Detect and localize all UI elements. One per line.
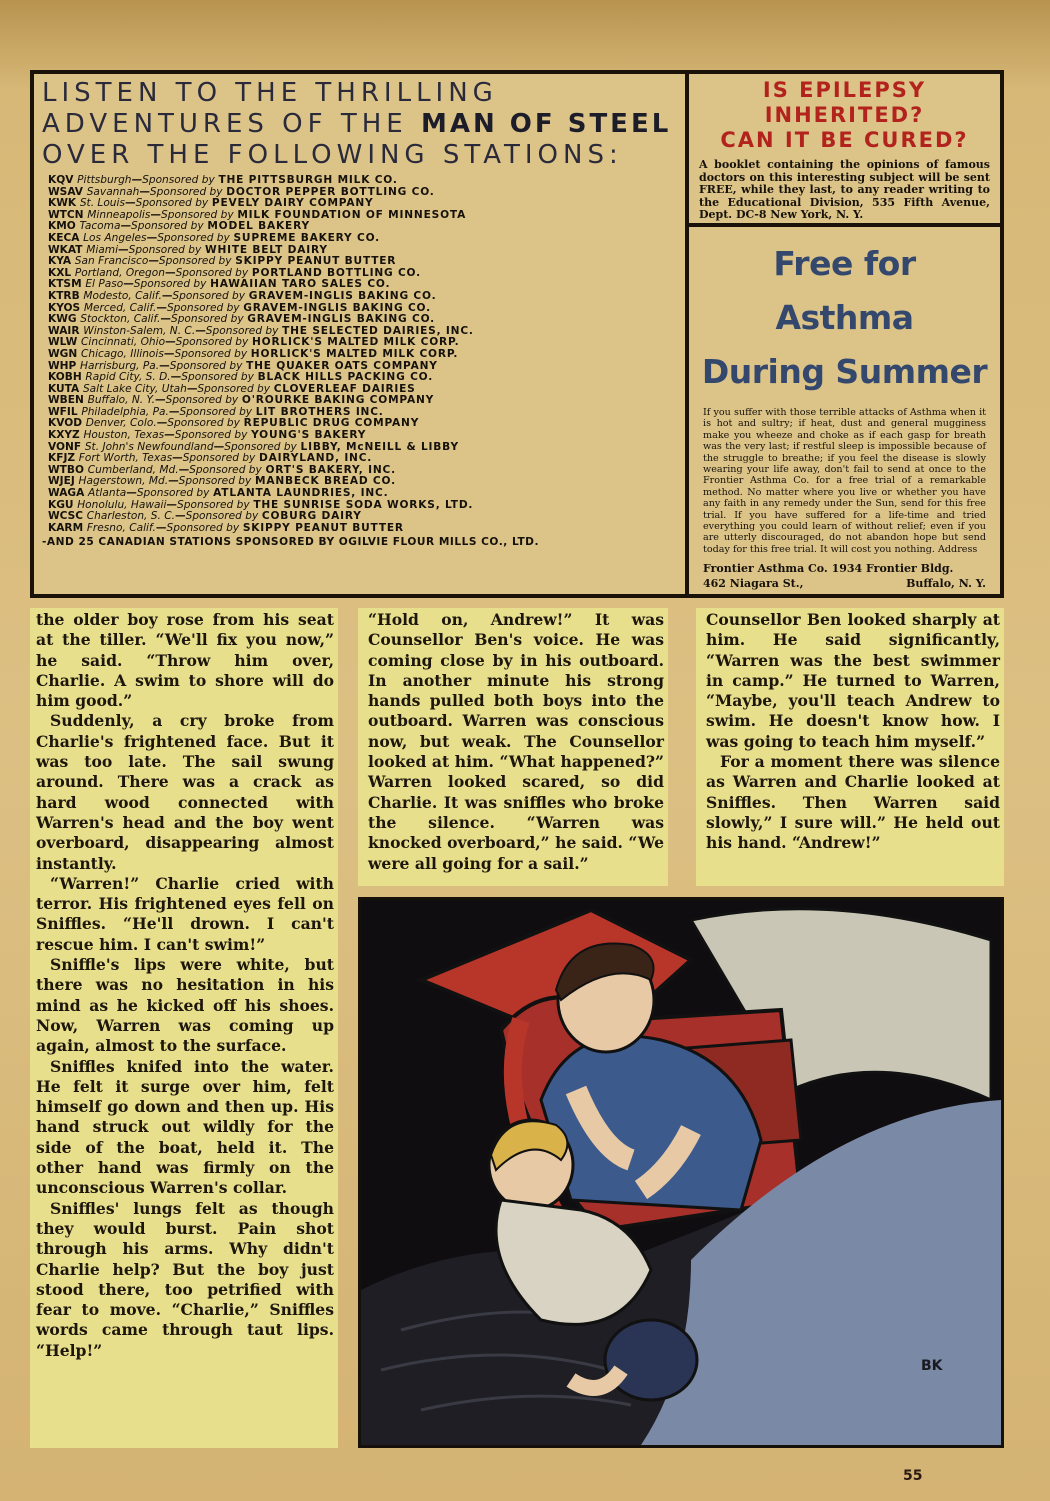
station-entry: KGU Honolulu, Hawaii—Sponsored by THE SUNRISE SODA WORKS, LTD.: [48, 499, 474, 511]
station-sponsor: SKIPPY PEANUT BUTTER: [235, 256, 397, 268]
asthma-street: 462 Niagara St.,: [703, 577, 804, 591]
station-entry: WTCN Minneapolis—Sponsored by MILK FOUNDATION OF MINNESOTA: [48, 209, 467, 221]
station-call-sign: KYOS: [48, 302, 81, 314]
station-city: Honolulu, Hawaii: [77, 499, 167, 511]
station-sponsor: GRAVEM-INGLIS BAKING CO.: [248, 290, 437, 302]
station-city: Minneapolis: [87, 209, 151, 221]
station-sponsor: SKIPPY PEANUT BUTTER: [242, 522, 404, 534]
station-entry: WTBO Cumberland, Md.—Sponsored by ORT'S BAKERY, INC.: [48, 464, 396, 476]
station-sponsor: HORLICK'S MALTED MILK CORP.: [250, 348, 459, 360]
headline-line-2: [42, 109, 677, 140]
station-city: Merced, Calif.: [83, 302, 157, 314]
sponsored-by-label: Sponsored by: [175, 267, 249, 279]
station-sponsor: PEVELY DAIRY COMPANY: [211, 198, 374, 210]
station-call-sign: WJEJ: [48, 476, 75, 488]
station-entry: WBEN Buffalo, N. Y.—Sponsored by O'ROURKE BAKING COMPANY: [48, 395, 435, 407]
epilepsy-body: A booklet containing the opinions of famous doctors on this interesting subject will be sent FREE, while they last, to any reader writing to the Educational Division, 535 Fifth Avenue, Dept. DC-8 New York, N. Y.: [699, 158, 990, 221]
station-city: Hagerstown, Md.: [78, 476, 169, 488]
station-entry: KYOS Merced, Calif.—Sponsored by GRAVEM-INGLIS BAKING CO.: [48, 302, 431, 314]
station-sponsor: COBURG DAIRY: [261, 511, 362, 523]
station-sponsor: THE PITTSBURGH MILK CO.: [218, 175, 398, 186]
station-city: San Francisco: [74, 256, 149, 268]
station-call-sign: WTBO: [48, 464, 84, 476]
sponsored-by-label: Sponsored by: [197, 383, 271, 395]
sponsored-by-label: Sponsored by: [136, 488, 210, 500]
headline-line-3: OVER THE FOLLOWING STATIONS:: [42, 140, 623, 170]
station-sponsor: YOUNG'S BAKERY: [251, 430, 367, 442]
station-entry: WAIR Winston-Salem, N. C.—Sponsored by THE SELECTED DAIRIES, INC.: [48, 325, 474, 337]
station-sponsor: MANBECK BREAD CO.: [254, 476, 396, 488]
station-sponsor: THE QUAKER OATS COMPANY: [246, 360, 438, 372]
station-sponsor: GRAVEM-INGLIS BAKING CO.: [243, 302, 431, 314]
station-city: Portland, Oregon: [74, 267, 165, 279]
station-sponsor: THE SELECTED DAIRIES, INC.: [282, 325, 474, 337]
sponsored-by-label: Sponsored by: [165, 395, 239, 407]
station-entry: WFIL Philadelphia, Pa.—Sponsored by LIT BROTHERS INC.: [48, 406, 384, 418]
station-call-sign: WFIL: [48, 406, 78, 418]
sponsored-by-label: Sponsored by: [172, 290, 246, 302]
rescue-illustration: [358, 897, 1004, 1448]
story-column-1: [30, 608, 338, 1448]
epilepsy-ad: [689, 74, 1000, 227]
station-sponsor: HAWAIIAN TARO SALES CO.: [210, 279, 391, 291]
station-city: Pittsburgh: [77, 175, 132, 186]
station-sponsor: REPUBLIC DRUG COMPANY: [243, 418, 420, 430]
story-paragraph: Sniffles' lungs felt as though they would burst. Pain shot through his arms. Why didn't Charlie help? But the boy just stood there, too petrified with fear to move. “Charlie,” Sniffles words came through taut lips. “Help!”: [36, 1198, 334, 1360]
canadian-stations-line: -AND 25 CANADIAN STATIONS SPONSORED BY OGILVIE FLOUR MILLS CO., LTD.: [42, 536, 539, 549]
station-sponsor: LIBBY, McNEILL & LIBBY: [300, 441, 459, 453]
station-city: Cincinnati, Ohio: [81, 337, 166, 349]
story-paragraph: Suddenly, a cry broke from Charlie's frightened face. But it was too late. The sail swung around. There was a crack as hard wood connected with Warren's head and the boy went overboard, disappearing almost instantly.: [36, 711, 334, 873]
sponsored-by-label: Sponsored by: [133, 279, 207, 291]
station-city: Tacoma: [79, 221, 121, 233]
station-city: El Paso: [85, 279, 124, 291]
sponsored-by-label: Sponsored by: [177, 499, 250, 511]
station-call-sign: KMO: [48, 221, 76, 233]
station-entry: KXL Portland, Oregon—Sponsored by PORTLAND BOTTLING CO.: [48, 267, 421, 279]
station-sponsor: THE SUNRISE SODA WORKS, LTD.: [253, 499, 474, 511]
station-call-sign: KWK: [48, 198, 77, 210]
station-entry: KTSM El Paso—Sponsored by HAWAIIAN TARO SALES CO.: [48, 279, 391, 291]
station-call-sign: KQV: [48, 175, 74, 186]
headline-prefix: ADVENTURES OF THE: [42, 109, 408, 139]
station-call-sign: KFJZ: [48, 453, 76, 465]
station-city: Harrisburg, Pa.: [80, 360, 160, 372]
station-sponsor: ATLANTA LAUNDRIES, INC.: [213, 488, 389, 500]
station-city: Denver, Colo.: [85, 418, 157, 430]
sponsored-by-label: Sponsored by: [131, 221, 204, 233]
station-entry: WKAT Miami—Sponsored by WHITE BELT DAIRY: [48, 244, 328, 256]
asthma-body: If you suffer with those terrible attacks of Asthma when it is hot and sultry; if heat, dust and general mugginess make you wheeze and choke as if each gasp for breath was the very last; if restful sleep is impossible because of the struggle to breathe; if you feel the disease is slowly wearing your life away, don't fail to send at once to the Frontier Asthma Co. for a free trial of a remarkable method. No matter where you live or whether you have any faith in any remedy under the Sun, send for this free trial. If you have suffered for a life-time and tried everything you could learn of without relief; even if you are utterly discouraged, do not abandon hope but send today for this free trial. It will cost you nothing. Address: [703, 407, 986, 555]
station-call-sign: KUTA: [48, 383, 80, 395]
station-city: Los Angeles: [83, 232, 147, 244]
asthma-title-line-1: Free for Asthma: [773, 244, 916, 337]
station-sponsor: SUPREME BAKERY CO.: [233, 232, 380, 244]
station-entry: WSAV Savannah—Sponsored by DOCTOR PEPPER BOTTLING CO.: [48, 186, 435, 198]
station-call-sign: WBEN: [48, 395, 84, 407]
sponsored-by-label: Sponsored by: [179, 406, 253, 418]
station-call-sign: KARM: [48, 522, 84, 534]
sponsored-by-label: Sponsored by: [181, 372, 254, 384]
station-call-sign: WTCN: [48, 209, 84, 221]
asthma-ad: [689, 227, 1000, 594]
sponsored-by-label: Sponsored by: [182, 453, 256, 465]
station-entry: KVOD Denver, Colo.—Sponsored by REPUBLIC DRUG COMPANY: [48, 418, 420, 430]
station-entry: WAGA Atlanta—Sponsored by ATLANTA LAUNDRIES, INC.: [48, 488, 389, 500]
station-entry: KXYZ Houston, Texas—Sponsored by YOUNG'S BAKERY: [48, 430, 367, 442]
station-city: Fort Worth, Texas: [78, 453, 173, 465]
station-sponsor: DAIRYLAND, INC.: [259, 453, 373, 465]
station-call-sign: WSAV: [48, 186, 83, 198]
station-entry: KTRB Modesto, Calif.—Sponsored by GRAVEM-INGLIS BAKING CO.: [48, 290, 437, 302]
station-sponsor: GRAVEM-INGLIS BAKING CO.: [247, 314, 435, 326]
station-city: Stockton, Calif.: [80, 314, 161, 326]
advertisement-box: [30, 70, 1004, 598]
sponsored-by-label: Sponsored by: [167, 418, 240, 430]
epilepsy-title-line-2: CAN IT BE CURED?: [720, 128, 969, 152]
sponsored-by-label: Sponsored by: [149, 186, 223, 198]
station-city: Salt Lake City, Utah: [82, 383, 187, 395]
station-call-sign: VONF: [48, 441, 82, 453]
station-entry: KWG Stockton, Calif.—Sponsored by GRAVEM-INGLIS BAKING CO.: [48, 314, 435, 326]
station-list: [48, 175, 677, 534]
sponsored-by-label: Sponsored by: [205, 325, 279, 337]
artist-signature: BK: [921, 1358, 943, 1374]
station-entry: WCSC Charleston, S. C.—Sponsored by COBURG DAIRY: [48, 511, 362, 523]
station-city: Chicago, Illinois: [80, 348, 164, 360]
station-city: Miami: [86, 244, 119, 256]
sponsored-by-label: Sponsored by: [178, 476, 252, 488]
man-of-steel-title: MAN OF STEEL: [421, 109, 672, 139]
station-call-sign: KGU: [48, 499, 74, 511]
station-sponsor: MODEL BAKERY: [207, 221, 310, 233]
station-entry: KWK St. Louis—Sponsored by PEVELY DAIRY COMPANY: [48, 198, 374, 210]
station-call-sign: WHP: [48, 360, 77, 372]
station-entry: WHP Harrisburg, Pa.—Sponsored by THE QUAKER OATS COMPANY: [48, 360, 438, 372]
station-city: St. John's Newfoundland: [84, 441, 214, 453]
sponsored-by-label: Sponsored by: [174, 430, 248, 442]
station-sponsor: MILK FOUNDATION OF MINNESOTA: [237, 209, 467, 221]
sponsored-by-label: Sponsored by: [161, 209, 234, 221]
epilepsy-title-line-1: IS EPILEPSY INHERITED?: [762, 78, 927, 127]
station-sponsor: CLOVERLEAF DAIRIES: [273, 383, 416, 395]
station-city: St. Louis: [79, 198, 125, 210]
station-sponsor: DOCTOR PEPPER BOTTLING CO.: [226, 186, 435, 198]
station-entry: KYA San Francisco—Sponsored by SKIPPY PEANUT BUTTER: [48, 256, 397, 268]
sponsored-by-label: Sponsored by: [158, 256, 232, 268]
story-paragraph: For a moment there was silence as Warren and Charlie looked at Sniffles. Then Warren said slowly,” I sure will.” He held out his hand. “Andrew!”: [706, 752, 1000, 853]
story-column-3: [696, 608, 1004, 886]
station-call-sign: KWG: [48, 314, 77, 326]
station-entry: KUTA Salt Lake City, Utah—Sponsored by CLOVERLEAF DAIRIES: [48, 383, 416, 395]
station-call-sign: KXL: [48, 267, 72, 279]
page-number: 55: [903, 1468, 923, 1484]
station-city: Atlanta: [88, 488, 127, 500]
asthma-address-row: [703, 576, 986, 591]
asthma-address-line-1: Frontier Asthma Co. 1934 Frontier Bldg.: [703, 562, 954, 576]
station-call-sign: KYA: [48, 256, 72, 268]
station-city: Philadelphia, Pa.: [81, 406, 169, 418]
station-entry: WJEJ Hagerstown, Md.—Sponsored by MANBECK BREAD CO.: [48, 476, 396, 488]
station-sponsor: ORT'S BAKERY, INC.: [265, 464, 396, 476]
station-call-sign: WGN: [48, 348, 78, 360]
station-call-sign: KOBH: [48, 372, 82, 384]
station-entry: KMO Tacoma—Sponsored by MODEL BAKERY: [48, 221, 310, 233]
station-sponsor: O'ROURKE BAKING COMPANY: [241, 395, 435, 407]
asthma-address: [699, 555, 990, 591]
sponsored-by-label: Sponsored by: [142, 175, 215, 186]
station-call-sign: KTRB: [48, 290, 80, 302]
station-city: Savannah: [86, 186, 140, 198]
sponsored-by-label: Sponsored by: [157, 232, 230, 244]
station-call-sign: WAGA: [48, 488, 85, 500]
sponsored-by-label: Sponsored by: [166, 302, 240, 314]
station-entry: KQV Pittsburgh—Sponsored by THE PITTSBURGH MILK CO.: [48, 175, 398, 186]
sponsored-by-label: Sponsored by: [166, 522, 240, 534]
station-sponsor: LIT BROTHERS INC.: [255, 406, 384, 418]
sponsored-by-label: Sponsored by: [185, 511, 259, 523]
sponsored-by-label: Sponsored by: [189, 464, 262, 476]
sponsored-by-label: Sponsored by: [128, 244, 202, 256]
sponsored-by-label: Sponsored by: [175, 337, 249, 349]
station-city: Rapid City, S. D.: [85, 372, 171, 384]
station-sponsor: HORLICK'S MALTED MILK CORP.: [251, 337, 460, 349]
swimmer-head: [605, 1320, 697, 1400]
station-entry: WGN Chicago, Illinois—Sponsored by HORLICK'S MALTED MILK CORP.: [48, 348, 459, 360]
asthma-city: Buffalo, N. Y.: [906, 577, 986, 591]
story-paragraph: Counsellor Ben looked sharply at him. He said significantly, “Warren was the best swimmer in camp.” He turned to Warren, “Maybe, you'll teach Andrew to swim. He doesn't know how. I was going to teach him myself.”: [706, 610, 1000, 751]
sponsored-by-label: Sponsored by: [174, 348, 248, 360]
sponsored-by-label: Sponsored by: [169, 360, 243, 372]
station-city: Cumberland, Md.: [87, 464, 179, 476]
sponsored-by-label: Sponsored by: [135, 198, 209, 210]
headline-line-1: LISTEN TO THE THRILLING: [42, 78, 498, 108]
station-call-sign: WKAT: [48, 244, 83, 256]
station-call-sign: KECA: [48, 232, 80, 244]
station-city: Modesto, Calif.: [83, 290, 162, 302]
story-column-2: [358, 608, 668, 886]
station-call-sign: KXYZ: [48, 430, 80, 442]
station-entry: KOBH Rapid City, S. D.—Sponsored by BLACK HILLS PACKING CO.: [48, 372, 434, 384]
sponsored-by-label: Sponsored by: [170, 314, 244, 326]
station-entry: WLW Cincinnati, Ohio—Sponsored by HORLICK'S MALTED MILK CORP.: [48, 337, 460, 349]
sponsored-by-label: Sponsored by: [224, 441, 297, 453]
station-city: Buffalo, N. Y.: [87, 395, 155, 407]
story-paragraph: “Hold on, Andrew!” It was Counsellor Ben's voice. He was coming close by in his outboard. In another minute his strong hands pulled both boys into the outboard. Warren was conscious now, but weak. The Counsellor looked at him. “What happened?” Warren looked scared, so did Charlie. It was sniffles who broke the silence. “Warren was knocked overboard,” he said. “We were all going for a sail.”: [368, 610, 664, 873]
station-sponsor: PORTLAND BOTTLING CO.: [251, 267, 421, 279]
station-entry: KFJZ Fort Worth, Texas—Sponsored by DAIRYLAND, INC.: [48, 453, 373, 465]
station-city: Houston, Texas: [83, 430, 165, 442]
station-call-sign: KVOD: [48, 418, 83, 430]
station-sponsor: BLACK HILLS PACKING CO.: [257, 372, 434, 384]
story-paragraph: the older boy rose from his seat at the tiller. “We'll fix you now,” he said. “Throw him over, Charlie. A swim to shore will do him good.”: [36, 610, 334, 711]
station-city: Winston-Salem, N. C.: [83, 325, 196, 337]
story-paragraph: Sniffle's lips were white, but there was no hesitation in his mind as he kicked off his shoes. Now, Warren was coming up again, almost to the surface.: [36, 955, 334, 1056]
illustration-art: [361, 900, 1001, 1445]
station-sponsor: WHITE BELT DAIRY: [204, 244, 328, 256]
station-call-sign: WAIR: [48, 325, 80, 337]
radio-stations-ad: [34, 74, 689, 594]
story-paragraph: Sniffles knifed into the water. He felt it surge over him, felt himself go down and then up. His hand struck out wildly for the side of the boat, held it. The other hand was firmly on the unconscious Warren's collar.: [36, 1056, 334, 1198]
station-call-sign: KTSM: [48, 279, 82, 291]
station-city: Charleston, S. C.: [86, 511, 176, 523]
station-city: Fresno, Calif.: [86, 522, 156, 534]
station-entry: KARM Fresno, Calif.—Sponsored by SKIPPY PEANUT BUTTER: [48, 522, 404, 534]
station-call-sign: WCSC: [48, 511, 84, 523]
station-call-sign: WLW: [48, 337, 78, 349]
station-entry: KECA Los Angeles—Sponsored by SUPREME BAKERY CO.: [48, 232, 380, 244]
story-paragraph: “Warren!” Charlie cried with terror. His frightened eyes fell on Sniffles. “He'll drown. I can't rescue him. I can't swim!”: [36, 873, 334, 954]
asthma-title-line-2: During Summer: [701, 352, 988, 391]
station-entry: VONF St. John's Newfoundland—Sponsored by LIBBY, McNEILL & LIBBY: [48, 441, 459, 453]
